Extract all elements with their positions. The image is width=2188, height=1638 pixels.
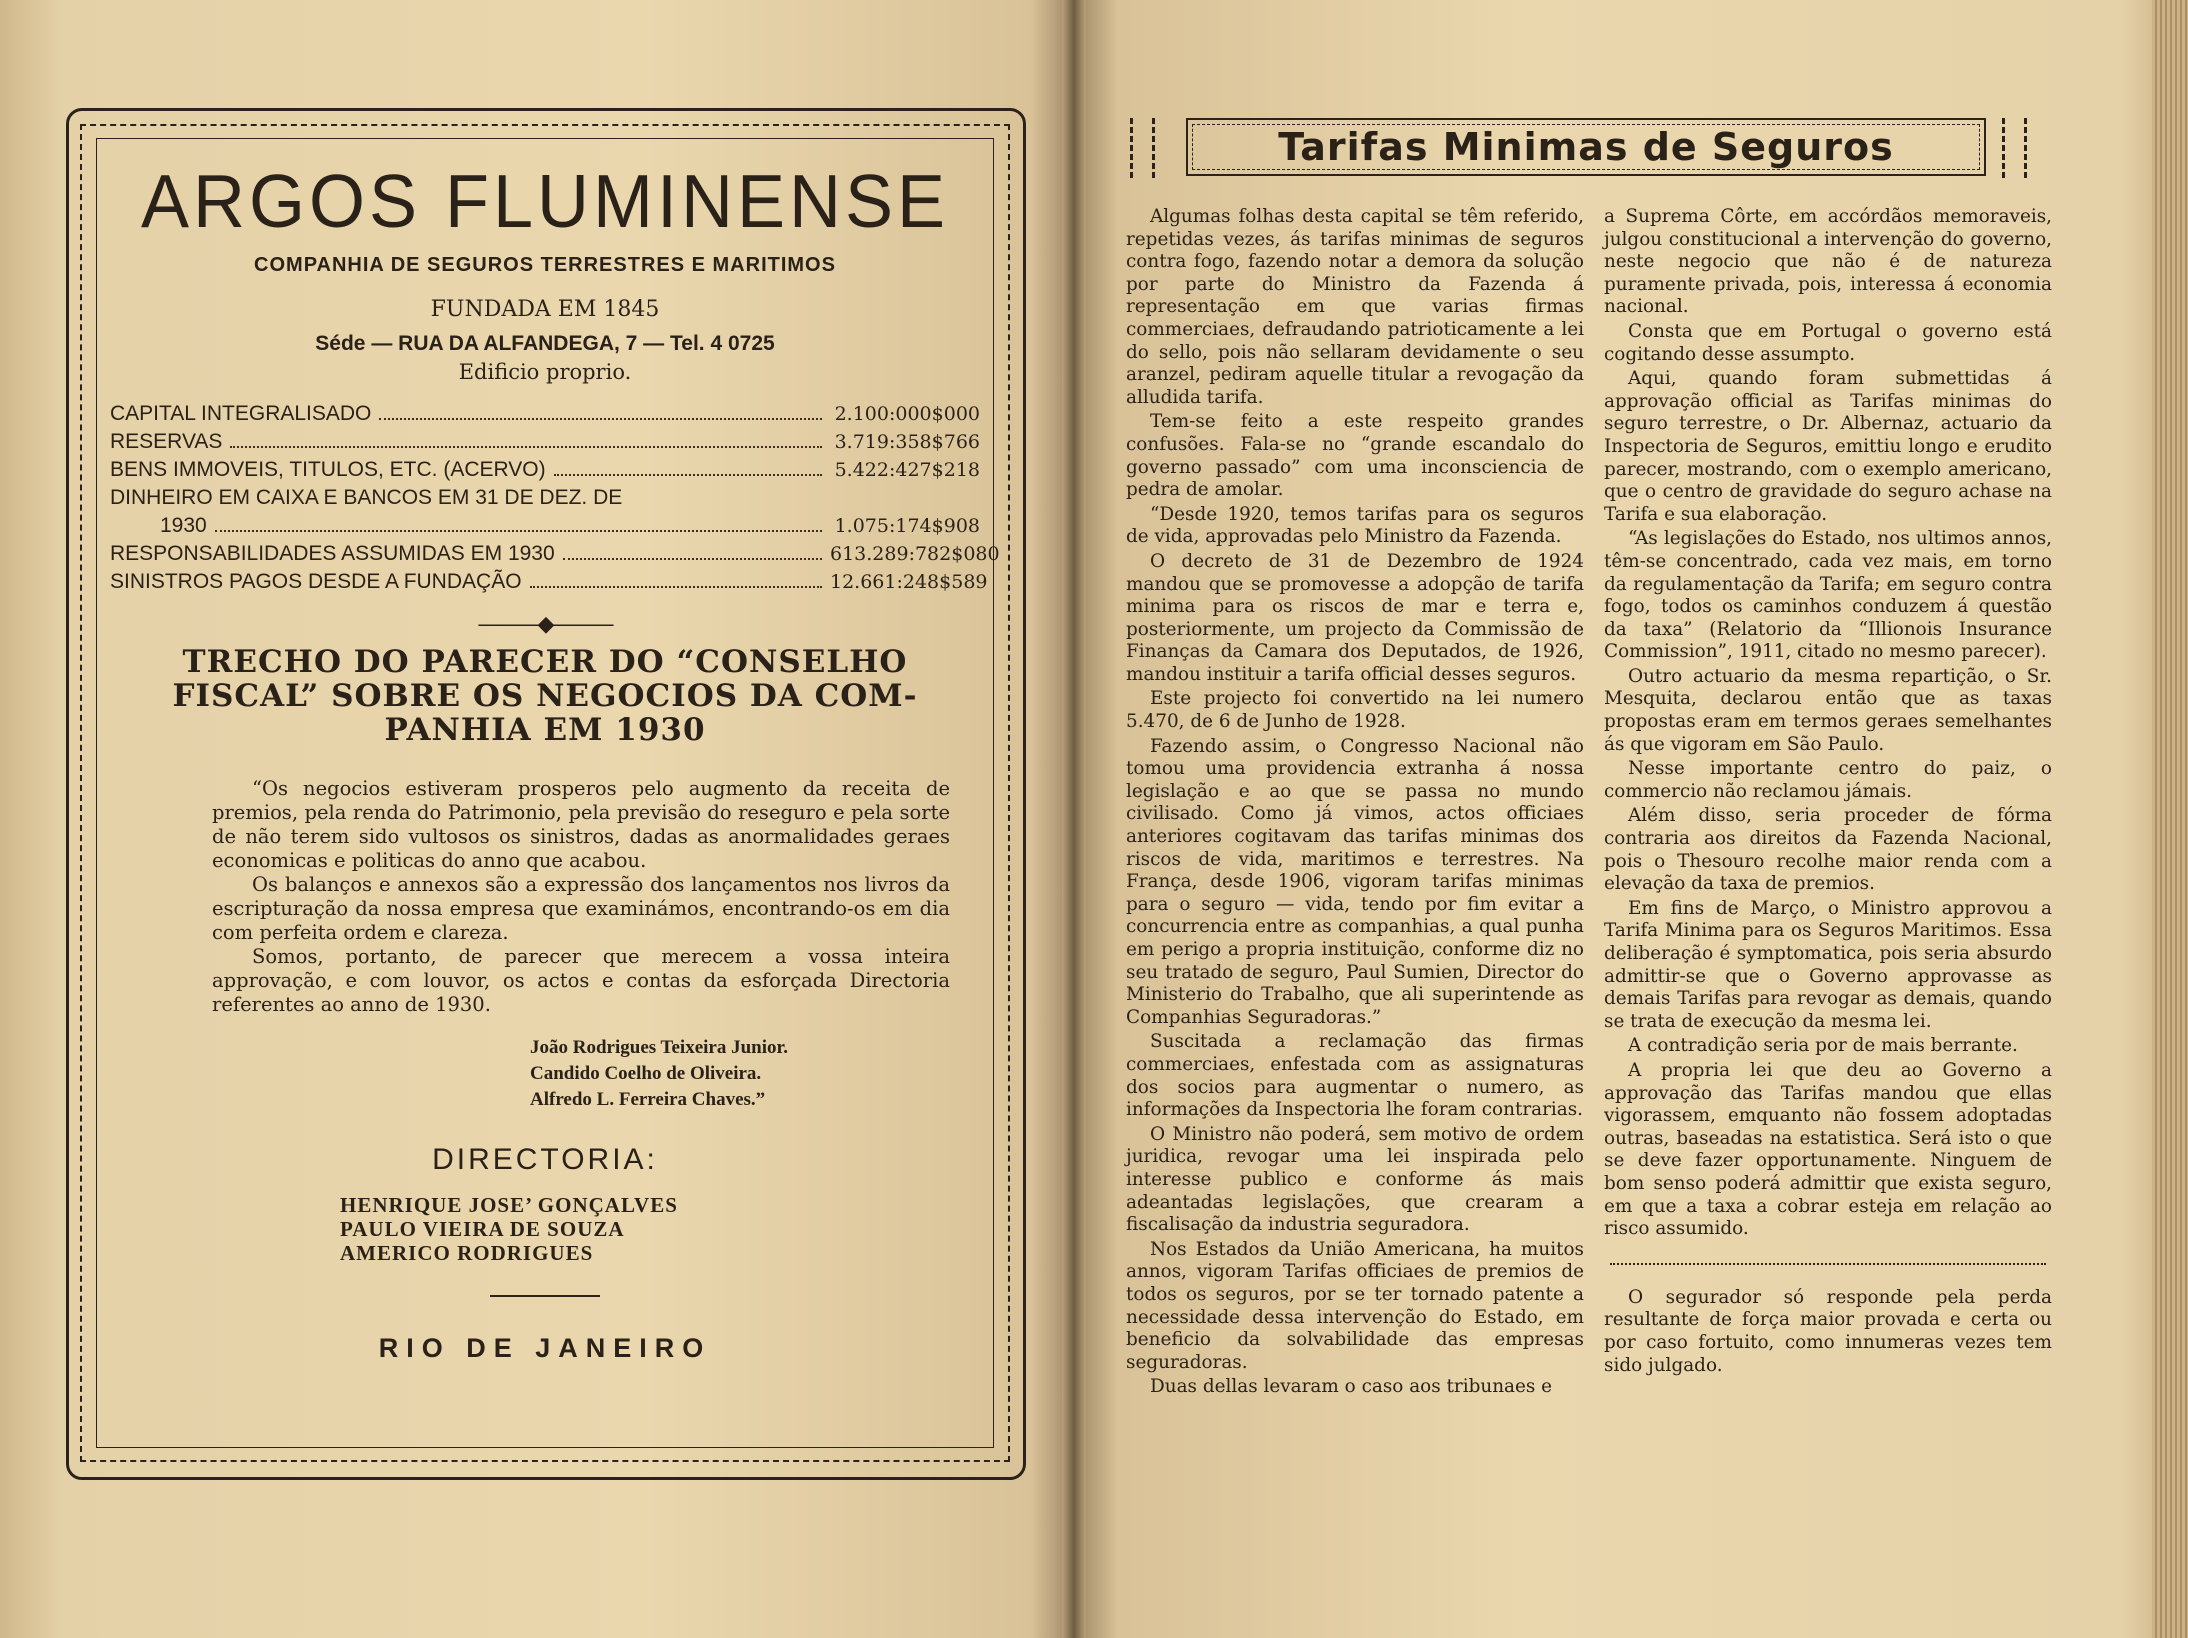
financial-row [110, 568, 988, 596]
financial-row [110, 540, 1000, 568]
financial-value: 12.661:248$589 [830, 571, 988, 593]
signer: Candido Coelho de Oliveira. [530, 1063, 762, 1084]
building-line: Edificio proprio. [458, 360, 632, 384]
article-paragraph: “Desde 1920, temos tarifas para os seguros de vida, approvadas pelo Ministro da Fazenda. [1126, 503, 1584, 548]
title-ornament-left [1130, 118, 1170, 178]
article-paragraph: Fazendo assim, o Congresso Nacional não tomou uma providencia extranha á nossa legislação e ao que se passa no mundo civilisado. Como já vimos, actos officiaes anteriores cogitavam das tarifas minimas dos riscos de vida, maritimos e terrestres. Na França, desde 1906, vigoram tarifas minimas para o seguro — vida, tendo por fim evitar a concurrencia entre as companhias, a qual punha em perigo a propria instituição, conforme diz no seu tratado de seguro, Paul Sumien, Director do Ministerio do Trabalho, que ali superintende as Companhias Seguradoras.” [1126, 735, 1584, 1028]
signers-list [530, 1035, 980, 1113]
financial-value: 613.289:782$080 [830, 543, 1000, 565]
leader-dots [530, 586, 822, 588]
book-gutter [1062, 0, 1086, 1638]
leader-dots [230, 446, 822, 448]
article-paragraph: Suscitada a reclamação das firmas commerciaes, enfestada com as assignaturas dos socios para augmentar o numero, as informações da Inspectoria lhe foram contrarias. [1126, 1031, 1584, 1121]
article-paragraph: O Ministro não poderá, sem motivo de ordem juridica, revogar uma lei inspirada pelo interesse publico e conforme ás mais adeantadas legislações, que crearam a fiscalisação da industria seguradora. [1126, 1123, 1584, 1236]
article-paragraph: Algumas folhas desta capital se têm referido, repetidas vezes, ás tarifas minimas de seguros contra fogo, fazendo notar a demora da solução por parte do Ministro da Fazenda á representação em que varias firmas commerciaes, defraudando patrioticamente a lei do sello, pois não sellaram devidamente o seu aranzel, pediram aquelle titular a revogação da alludida tarifa. [1126, 206, 1584, 408]
ornament-divider: ———◆——— [477, 612, 613, 637]
financial-label: RESPONSABILIDADES ASSUMIDAS EM 1930 [110, 542, 555, 565]
financial-label: SINISTROS PAGOS DESDE A FUNDAÇÃO [110, 570, 522, 593]
article-column-1 [1126, 206, 1584, 1401]
financial-label: RESERVAS [110, 430, 223, 453]
financial-row [110, 428, 980, 456]
financial-label: BENS IMMOVEIS, TITULOS, ETC. (ACERVO) [110, 458, 546, 481]
article-paragraph: Este projecto foi convertido na lei numero 5.470, de 6 de Junho de 1928. [1126, 688, 1584, 733]
leader-dots [563, 558, 822, 560]
leader-dots [215, 530, 822, 532]
article-paragraph: A propria lei que deu ao Governo a approvação das Tarifas mandou que ellas vigorassem, emquanto não fossem adoptadas outras, baseadas na estatistica. Será isto o que se deve fazer opportunamente. Ninguem de bom senso poderá admittir que exista seguro, em que a taxa a cobrar esteja em relação ao risco assumido. [1604, 1059, 2052, 1240]
article-paragraph: Além disso, seria proceder de fórma contraria aos direitos da Fazenda Nacional, pois o Thesouro recolhe maior renda com a elevação da taxa de premios. [1604, 805, 2052, 895]
signer: Alfredo L. Ferreira Chaves.” [530, 1089, 766, 1110]
financial-value: 5.422:427$218 [834, 459, 980, 481]
directors-list [340, 1193, 980, 1265]
parecer-quote [212, 777, 950, 1017]
financial-table [110, 400, 1000, 596]
trecho-line: PANHIA EM 1930 [384, 712, 706, 748]
financial-value: 1.075:174$908 [834, 515, 980, 537]
trecho-line: FISCAL” SOBRE OS NEGOCIOS DA COM- [172, 678, 918, 714]
article-column-2 [1604, 206, 2052, 1379]
page-edges [2152, 0, 2188, 1638]
article-paragraph: A contradição seria por de mais berrante. [1628, 1035, 2018, 1057]
financial-row [110, 400, 980, 428]
short-rule [490, 1295, 600, 1297]
directoria-heading: DIRECTORIA: [432, 1143, 658, 1176]
leader-dots [554, 474, 822, 476]
article-paragraph: Em fins de Março, o Ministro approvou a Tarifa Minima para os Seguros Maritimos. Essa deliberação é symptomatica, pois seria absurdo admittir-se que o Governo approvasse as demais Tarifas para revogar as demais, quando se trata de execução da mesma lei. [1604, 897, 2052, 1032]
closing-note: O segurador só responde pela perda resultante de força maior provada e certa ou por caso fortuito, como innumeras vezes tem sido julgado. [1604, 1286, 2052, 1376]
financial-row [110, 484, 980, 512]
article-paragraph: Duas dellas levaram o caso aos tribunaes e [1150, 1376, 1553, 1398]
article-paragraph: O decreto de 31 de Dezembro de 1924 mandou que se promovesse a adopção de tarifa minima para os riscos de mar e terra e, posteriormente, um projecto da Commissão de Finanças da Camara dos Deputados, de 1926, mandou instituir a tarifa official desses seguros. [1126, 550, 1584, 685]
trecho-line: TRECHO DO PARECER DO “CONSELHO [182, 644, 908, 680]
director: PAULO VIEIRA DE SOUZA [340, 1217, 625, 1241]
title-ornament-right [2002, 118, 2042, 178]
article-paragraph: Nesse importante centro do paiz, o commercio não reclamou jámais. [1604, 758, 2052, 802]
article-paragraph: Outro actuario da mesma repartição, o Sr. Mesquita, declarou então que as taxas propostas eram em termos geraes semelhantes ás que vigoram em São Paulo. [1604, 665, 2052, 755]
article-paragraph: a Suprema Côrte, em accórdãos memoraveis, julgou constitucional a intervenção do governo, neste negocio que não é de natureza puramente privada, pois, interessa á economia nacional. [1604, 206, 2052, 318]
financial-label: DINHEIRO EM CAIXA E BANCOS EM 31 DE DEZ. DE [110, 486, 623, 509]
article-paragraph: “As legislações do Estado, nos ultimos annos, têm-se concentrado, cada vez mais, em torno da regulamentação da Tarifa; em seguro contra fogo, todos os caminhos conduzem á questão da taxa” (Relatorio da “Illionois Insurance Commission”, 1911, citado no mesmo parecer). [1604, 528, 2052, 663]
advertisement [110, 150, 1000, 1364]
article-paragraph: Nos Estados da União Americana, ha muitos annos, vigoram Tarifas officiaes de premios de todos os seguros, por se ter tornado patente a necessidade dessa intervenção do Estado, em beneficio da solvabilidade das empresas seguradoras. [1126, 1238, 1584, 1373]
article-paragraph: Aqui, quando foram submettidas á approvação official as Tarifas minimas do seguro terrestre, o Dr. Albernaz, actuario da Inspectoria de Seguros, emittiu longo e erudito parecer, mostrando, com o exemplo americano, que o centro de gravidade do seguro achase na Tarifa e sua elaboração. [1604, 368, 2052, 525]
financial-label-year: 1930 [160, 514, 207, 537]
company-subtitle: COMPANHIA DE SEGUROS TERRESTRES E MARITIMOS [254, 254, 836, 276]
signer: João Rodrigues Teixeira Junior. [530, 1037, 788, 1058]
leader-dots [379, 418, 822, 420]
financial-label: CAPITAL INTEGRALISADO [110, 402, 372, 425]
quote-paragraph: “Os negocios estiveram prosperos pelo augmento da receita de premios, pela renda do Patrimonio, pela previsão do reseguro e pela sorte de não terem sido vultosos os sinistros, dadas as anormalidades geraes economicas e politicas do anno que acabou. [212, 777, 950, 872]
address-line: Séde — RUA DA ALFANDEGA, 7 — Tel. 4 0725 [315, 332, 775, 355]
city-name: RIO DE JANEIRO [378, 1333, 712, 1363]
article-paragraph: Consta que em Portugal o governo está cogitando desse assumpto. [1604, 320, 2052, 365]
financial-row [110, 456, 980, 484]
director: AMERICO RODRIGUES [340, 1241, 594, 1265]
financial-row [110, 512, 980, 540]
article-paragraph: Tem-se feito a este respeito grandes confusões. Fala-se no “grande escandalo do governo passado” com uma inconsciencia de pedra de amolar. [1126, 411, 1584, 501]
trecho-heading [110, 645, 980, 747]
quote-paragraph: Os balanços e annexos são a expressão dos lançamentos nos livros da escripturação da nossa empresa que examinámos, encontrando-os em dia com perfeita ordem e clareza. [212, 873, 950, 944]
financial-value: 3.719:358$766 [834, 431, 980, 453]
director: HENRIQUE JOSE’ GONÇALVES [340, 1193, 678, 1217]
article-title: Tarifas Minimas de Seguros [1278, 125, 1894, 169]
article-title-box [1186, 118, 1986, 176]
company-name: ARGOS FLUMINENSE [140, 160, 950, 244]
financial-value: 2.100:000$000 [834, 403, 980, 425]
quote-paragraph: Somos, portanto, de parecer que merecem a vossa inteira approvação, e com louvor, os actos e contas da esforçada Directoria referentes ao anno de 1930. [212, 945, 950, 1016]
section-separator [1610, 1263, 2046, 1265]
founded-line: FUNDADA EM 1845 [430, 297, 660, 322]
